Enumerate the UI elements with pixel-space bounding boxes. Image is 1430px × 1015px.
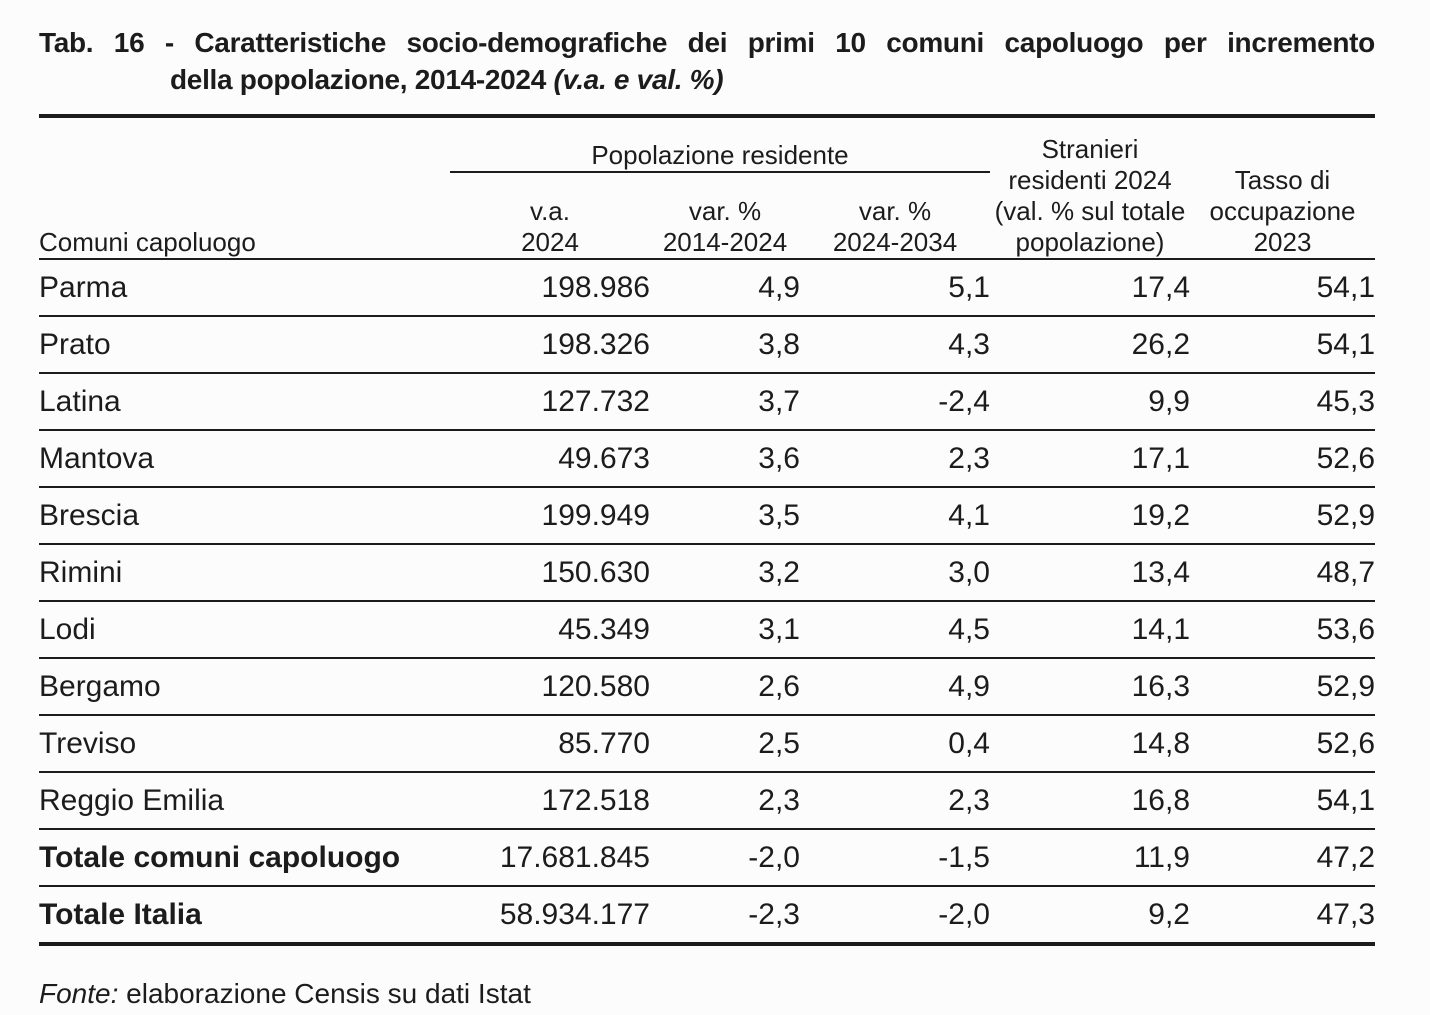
table-row	[39, 259, 1375, 316]
cell-va: 45.349	[558, 612, 650, 646]
cell-var-2014-2024: 3,6	[758, 441, 800, 475]
cell-tasso: 45,3	[1316, 384, 1375, 418]
header-stranieri-line4: popolazione)	[1015, 227, 1165, 257]
header-var-2014-2024	[650, 172, 800, 259]
cell-var-2014-2024: 3,7	[758, 384, 800, 418]
header-stranieri-residenti	[990, 116, 1190, 259]
table-row	[39, 487, 1375, 544]
cell-tasso: 47,2	[1316, 840, 1375, 874]
cell-va: 198.326	[541, 327, 650, 361]
cell-var-2024-2034: 2,3	[948, 441, 990, 475]
header-va-line1: v.a.	[530, 196, 570, 226]
cell-var-2024-2034: -1,5	[938, 840, 990, 874]
cell-va: 85.770	[558, 726, 650, 760]
table-body	[39, 259, 1375, 944]
header-tasso-line3: 2023	[1253, 227, 1312, 257]
cell-stranieri: 16,8	[1131, 783, 1190, 817]
header-tasso-line2: occupazione	[1209, 196, 1356, 226]
cell-stranieri: 9,9	[1148, 384, 1190, 418]
statistics-table	[39, 114, 1375, 946]
cell-comune: Treviso	[39, 726, 137, 760]
cell-stranieri: 13,4	[1131, 555, 1190, 589]
cell-var-2024-2034: 4,5	[948, 612, 990, 646]
header-var1-line1: var. %	[688, 196, 762, 226]
cell-comune: Brescia	[39, 498, 140, 532]
cell-var-2014-2024: 3,1	[758, 612, 800, 646]
cell-tasso: 52,6	[1316, 441, 1375, 475]
cell-var-2014-2024: -2,3	[748, 897, 800, 931]
cell-tasso: 52,9	[1316, 498, 1375, 532]
cell-var-2024-2034: 4,1	[948, 498, 990, 532]
header-stranieri-line1: Stranieri	[1041, 134, 1139, 164]
cell-var-2024-2034: -2,4	[938, 384, 990, 418]
header-tasso-line1: Tasso di	[1234, 165, 1331, 195]
cell-var-2024-2034: 3,0	[948, 555, 990, 589]
cell-var-2014-2024: 2,3	[758, 783, 800, 817]
header-stranieri-line2: residenti 2024	[1008, 165, 1172, 195]
cell-stranieri: 17,4	[1131, 270, 1190, 304]
table-title	[39, 24, 1375, 98]
cell-comune: Bergamo	[39, 669, 161, 703]
table-row	[39, 544, 1375, 601]
cell-stranieri: 26,2	[1131, 327, 1190, 361]
table-title-line1: Tab. 16 - Caratteristiche socio-demografiche dei primi 10 comuni capoluogo per incremento	[39, 27, 1375, 58]
cell-stranieri: 17,1	[1131, 441, 1190, 475]
cell-var-2024-2034: -2,0	[938, 897, 990, 931]
cell-va: 120.580	[541, 669, 650, 703]
table-row	[39, 316, 1375, 373]
cell-va: 150.630	[541, 555, 650, 589]
cell-tasso: 54,1	[1316, 327, 1375, 361]
cell-tasso: 54,1	[1316, 270, 1375, 304]
table-title-line2-text: della popolazione, 2014-2024	[170, 64, 554, 95]
table-row	[39, 715, 1375, 772]
cell-tasso: 52,6	[1316, 726, 1375, 760]
table-row	[39, 601, 1375, 658]
cell-var-2024-2034: 2,3	[948, 783, 990, 817]
cell-comune: Totale comuni capoluogo	[39, 840, 401, 874]
cell-var-2014-2024: 3,2	[758, 555, 800, 589]
total-row-italia	[39, 886, 1375, 944]
cell-var-2024-2034: 0,4	[948, 726, 990, 760]
cell-stranieri: 16,3	[1131, 669, 1190, 703]
cell-tasso: 47,3	[1316, 897, 1375, 931]
header-var1-line2: 2014-2024	[662, 227, 788, 257]
cell-va: 127.732	[541, 384, 650, 418]
cell-stranieri: 19,2	[1131, 498, 1190, 532]
cell-var-2014-2024: 3,8	[758, 327, 800, 361]
cell-tasso: 52,9	[1316, 669, 1375, 703]
header-va-line2: 2024	[521, 227, 579, 257]
cell-va: 198.986	[541, 270, 650, 304]
header-tasso-occupazione	[1190, 116, 1375, 259]
cell-comune: Mantova	[39, 441, 155, 475]
table-row	[39, 772, 1375, 829]
header-var2-line2: 2024-2034	[832, 227, 958, 257]
cell-var-2014-2024: 2,6	[758, 669, 800, 703]
cell-stranieri: 14,8	[1131, 726, 1190, 760]
cell-stranieri: 14,1	[1131, 612, 1190, 646]
cell-comune: Lodi	[39, 612, 96, 646]
cell-comune: Totale Italia	[39, 897, 202, 931]
cell-comune: Prato	[39, 327, 111, 361]
source-label: Fonte:	[39, 978, 119, 1009]
header-var-2024-2034	[800, 172, 990, 259]
table-title-note: (v.a. e val. %)	[553, 64, 724, 95]
source-text: elaborazione Censis su dati Istat	[118, 978, 531, 1009]
cell-var-2014-2024: 2,5	[758, 726, 800, 760]
table-row	[39, 430, 1375, 487]
cell-stranieri: 9,2	[1148, 897, 1190, 931]
cell-comune: Reggio Emilia	[39, 783, 225, 817]
cell-va: 199.949	[541, 498, 650, 532]
header-comuni-capoluogo: Comuni capoluogo	[39, 116, 450, 259]
table-row	[39, 658, 1375, 715]
cell-stranieri: 11,9	[1133, 840, 1190, 874]
cell-va: 172.518	[541, 783, 650, 817]
cell-tasso: 48,7	[1316, 555, 1375, 589]
header-stranieri-line3: (val. % sul totale	[994, 196, 1186, 226]
header-va-2024	[450, 172, 650, 259]
cell-var-2014-2024: -2,0	[748, 840, 800, 874]
table-row	[39, 373, 1375, 430]
cell-tasso: 53,6	[1316, 612, 1375, 646]
cell-va: 58.934.177	[499, 897, 650, 931]
cell-var-2024-2034: 4,3	[948, 327, 990, 361]
cell-var-2024-2034: 4,9	[948, 669, 990, 703]
header-var2-line1: var. %	[858, 196, 932, 226]
cell-comune: Rimini	[39, 555, 123, 589]
cell-var-2024-2034: 5,1	[948, 270, 990, 304]
cell-va: 17.681.845	[499, 840, 650, 874]
cell-tasso: 54,1	[1316, 783, 1375, 817]
cell-comune: Parma	[39, 270, 128, 304]
table-header	[39, 116, 1375, 259]
cell-va: 49.673	[558, 441, 650, 475]
cell-comune: Latina	[39, 384, 121, 418]
header-group-popolazione-residente: Popolazione residente	[450, 116, 990, 172]
table-title-line2	[170, 61, 1375, 98]
cell-var-2014-2024: 3,5	[758, 498, 800, 532]
cell-var-2014-2024: 4,9	[758, 270, 800, 304]
total-row-comuni-capoluogo	[39, 829, 1375, 886]
source-note	[39, 978, 1375, 1010]
